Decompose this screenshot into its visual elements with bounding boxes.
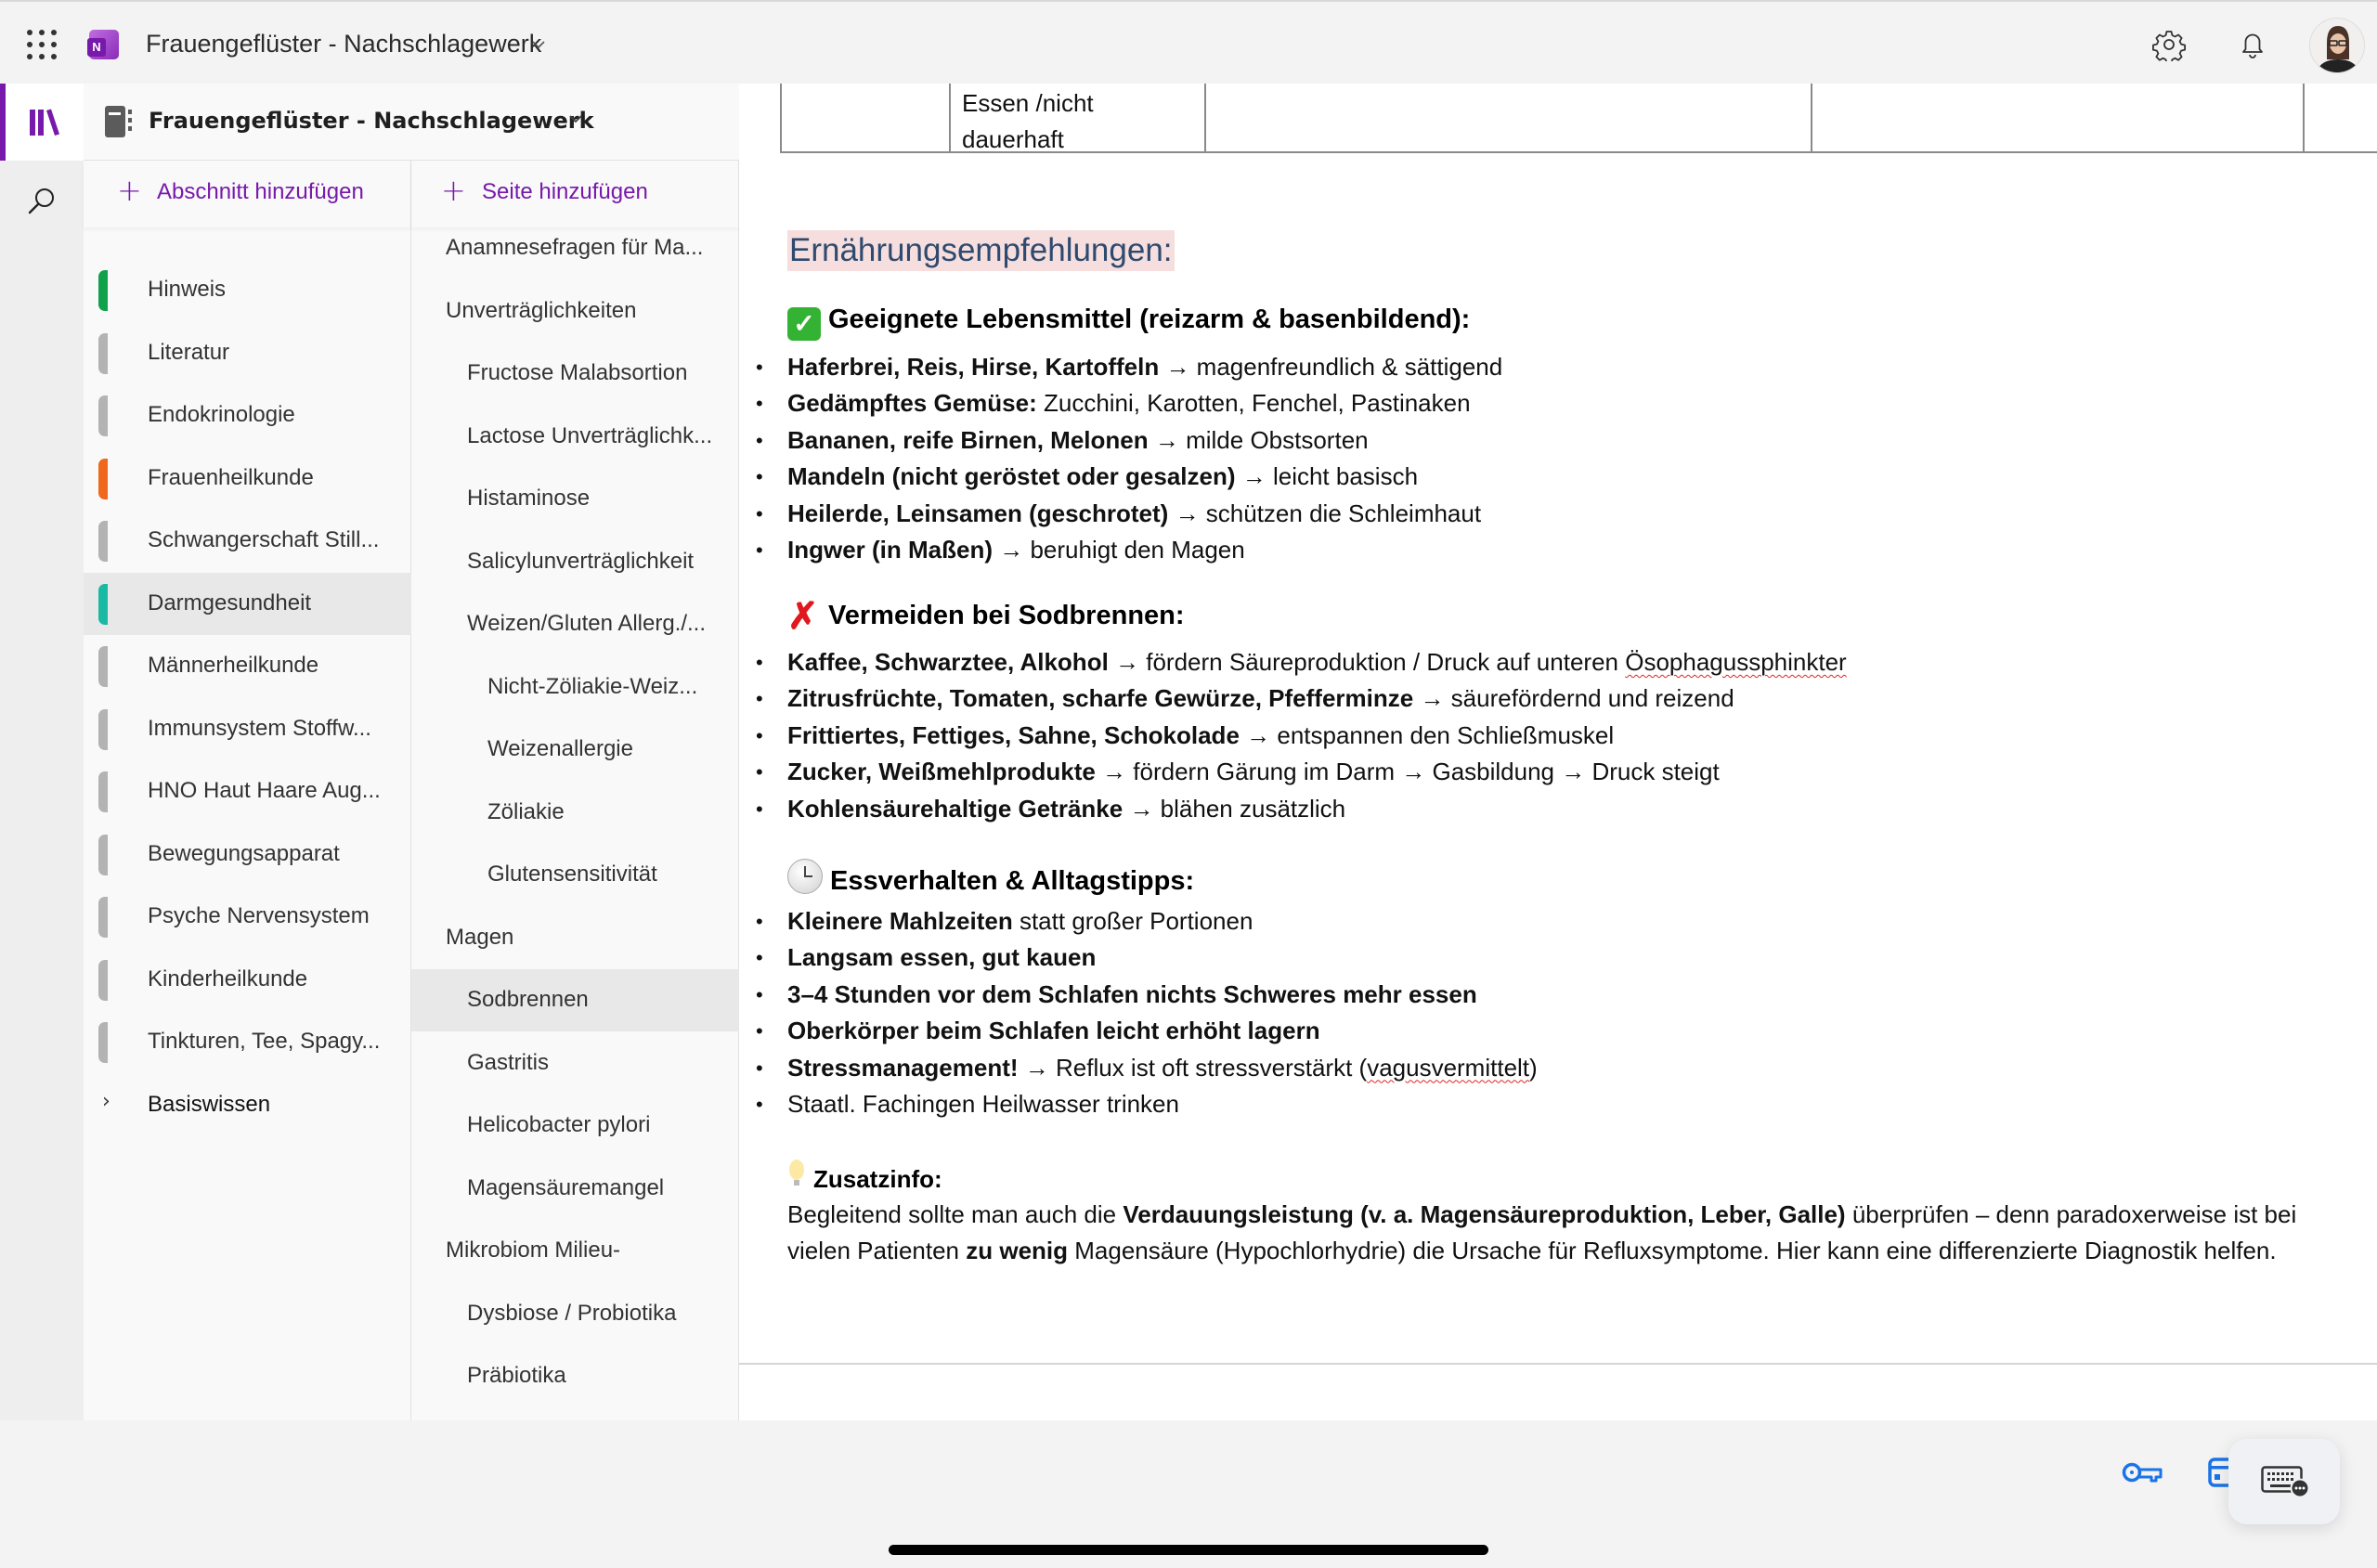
- chevron-down-icon[interactable]: [566, 110, 585, 128]
- active-indicator: [0, 84, 6, 161]
- list-item: [787, 496, 1502, 532]
- text-run: → entspannen den Schließmuskel: [1239, 720, 1615, 749]
- table-cell[interactable]: [962, 85, 1094, 158]
- bold-run: 3–4 Stunden vor dem Schlafen nichts Schweres mehr essen: [787, 979, 1477, 1008]
- page-label: Gastritis: [467, 1049, 550, 1075]
- page-label: Magensäuremangel: [467, 1174, 665, 1200]
- list-item: [787, 459, 1502, 495]
- list-item: [787, 385, 1502, 421]
- check-mark-icon: ✓: [787, 307, 821, 341]
- section-color-tab: [98, 459, 108, 499]
- text-run: statt großer Portionen: [1012, 907, 1253, 935]
- bold-run: Gedämpftes Gemüse:: [787, 389, 1037, 418]
- rail-notebooks-button[interactable]: [0, 84, 84, 161]
- text-run: → blähen zusätzlich: [1123, 794, 1346, 823]
- bold-run: Kleinere Mahlzeiten: [787, 907, 1013, 935]
- sections-list: [84, 161, 411, 1420]
- bold-run: zu wenig: [966, 1237, 1069, 1265]
- page-item[interactable]: [411, 593, 739, 655]
- add-page-label: Seite hinzufügen: [482, 179, 648, 204]
- page-item[interactable]: [411, 782, 739, 844]
- section-label: Darmgesundheit: [148, 590, 312, 616]
- table-divider: [2303, 84, 2305, 153]
- cross-mark-icon: ✗: [787, 596, 819, 637]
- section-color-tab: [98, 771, 108, 812]
- page-item[interactable]: [411, 531, 739, 593]
- page-label: Fructose Malabsortion: [467, 360, 688, 385]
- page-label: Nicht-Zöliakie-Weiz...: [487, 673, 698, 699]
- spellcheck-flagged-word[interactable]: vagusvermittelt: [1367, 1053, 1530, 1082]
- section-color-tab: [98, 646, 108, 687]
- list-item: [787, 940, 1538, 976]
- page-divider: [739, 1363, 2377, 1365]
- section-label: Frauenheilkunde: [148, 464, 314, 490]
- page-label: Histaminose: [467, 486, 591, 511]
- paragraph-line: [787, 1233, 2296, 1269]
- section-item[interactable]: [84, 698, 411, 760]
- page-label: Anamnesefragen für Ma...: [446, 235, 704, 260]
- section-item[interactable]: [84, 949, 411, 1011]
- list-item: [787, 349, 1502, 385]
- page-item[interactable]: [411, 468, 739, 530]
- page-item[interactable]: [411, 719, 739, 781]
- text-run: → fördern Gärung im Darm → Gasbildung → Druck steigt: [1095, 758, 1720, 786]
- notebook-title: Frauengeflüster - Nachschlagewerk: [149, 108, 594, 134]
- section-heading-tips: [787, 859, 1194, 897]
- section-label: Endokrinologie: [148, 402, 295, 427]
- section-color-tab: [98, 835, 108, 875]
- section-title: Vermeiden bei Sodbrennen:: [828, 601, 1185, 630]
- list-item: [787, 1086, 1538, 1122]
- page-label: Zöliakie: [487, 798, 565, 824]
- section-label: Männerheilkunde: [148, 653, 319, 678]
- onenote-icon: N: [89, 30, 119, 59]
- text-run: → magenfreundlich & sättigend: [1159, 353, 1503, 381]
- top-bar: [0, 0, 2377, 84]
- table-divider: [1204, 84, 1206, 153]
- section-label: Literatur: [148, 339, 230, 365]
- bell-icon[interactable]: [2236, 28, 2269, 61]
- page-item[interactable]: [411, 343, 739, 405]
- notebooks-icon: [28, 108, 61, 137]
- page-label: Weizen/Gluten Allerg./...: [467, 611, 707, 636]
- list-item: [787, 791, 1847, 827]
- home-indicator[interactable]: [889, 1545, 1488, 1555]
- list-item: [787, 1013, 1538, 1049]
- section-color-tab: [98, 584, 108, 625]
- page-item[interactable]: [411, 656, 739, 719]
- clock-icon: [787, 859, 823, 894]
- left-rail: [0, 84, 84, 1420]
- page-item[interactable]: [411, 280, 739, 343]
- page-item[interactable]: [411, 907, 739, 969]
- suitable-foods-list: [787, 349, 1502, 568]
- bold-run: Verdauungsleistung (v. a. Magensäureproduktion, Leber, Galle): [1123, 1200, 1846, 1228]
- bold-run: Oberkörper beim Schlafen leicht erhöht lagern: [787, 1017, 1320, 1045]
- section-title: Essverhalten & Alltagstipps:: [830, 866, 1195, 896]
- page-label: Magen: [446, 924, 514, 950]
- section-title: Zusatzinfo:: [813, 1165, 942, 1193]
- page-item[interactable]: [411, 1158, 739, 1220]
- list-item: [787, 1050, 1538, 1086]
- list-item: [787, 422, 1502, 459]
- section-color-tab: [98, 333, 108, 374]
- text-run: → schützen die Schleimhaut: [1168, 499, 1482, 527]
- section-heading-avoid: [787, 596, 1185, 637]
- section-color-tab: [98, 897, 108, 938]
- page-label: Dysbiose / Probiotika: [467, 1300, 677, 1326]
- avatar-image: [2310, 19, 2365, 73]
- notebook-selector[interactable]: [84, 84, 739, 161]
- chevron-right-icon[interactable]: ›: [102, 1089, 110, 1113]
- bold-run: Mandeln (nicht geröstet oder gesalzen): [787, 462, 1236, 491]
- page-label: Helicobacter pylori: [467, 1112, 651, 1137]
- list-item: [787, 718, 1847, 754]
- section-color-tab: [98, 270, 108, 311]
- bold-run: Stressmanagement!: [787, 1053, 1019, 1082]
- text-run: Staatl. Fachingen Heilwasser trinken: [787, 1090, 1179, 1119]
- page-label: Unverträglichkeiten: [446, 297, 637, 323]
- section-color-tab: [98, 709, 108, 750]
- text-run: → Reflux ist oft stressverstärkt (: [1018, 1053, 1368, 1082]
- list-item: [787, 903, 1538, 940]
- page-item[interactable]: [411, 217, 739, 279]
- section-title: Geeignete Lebensmittel (reizarm & basenbildend):: [828, 305, 1471, 334]
- text-run: → beruhigt den Magen: [993, 536, 1245, 564]
- list-item: [787, 532, 1502, 568]
- paragraph-line: [787, 1197, 2296, 1233]
- text-run: → milde Obstsorten: [1148, 425, 1369, 454]
- key-icon[interactable]: [2122, 1460, 2163, 1484]
- section-color-tab: [98, 1022, 108, 1063]
- keyboard-icon: [2261, 1466, 2309, 1497]
- page-item[interactable]: [411, 1220, 739, 1282]
- list-item: [787, 754, 1847, 790]
- section-label: Tinkturen, Tee, Spagy...: [148, 1029, 381, 1054]
- section-item[interactable]: [84, 886, 411, 948]
- page-item[interactable]: [411, 406, 739, 468]
- text-run: überprüfen – denn paradoxerweise ist bei: [1845, 1200, 2297, 1228]
- section-item[interactable]: [84, 322, 411, 384]
- spellcheck-flagged-word[interactable]: Ösophagussphinkter: [1625, 648, 1847, 676]
- table-cell-line: dauerhaft: [962, 125, 1064, 153]
- page-item[interactable]: [411, 1032, 739, 1095]
- extra-info-paragraph: [787, 1197, 2296, 1270]
- section-group-basiswissen[interactable]: [84, 1074, 411, 1136]
- section-label: Kinderheilkunde: [148, 965, 308, 991]
- text-run: Zucchini, Karotten, Fenchel, Pastinaken: [1036, 389, 1471, 418]
- page-content[interactable]: [739, 84, 2377, 1420]
- avatar[interactable]: [2309, 18, 2365, 73]
- section-item[interactable]: [84, 510, 411, 572]
- text-run: ): [1529, 1053, 1538, 1082]
- section-group-label: Basiswissen: [148, 1091, 271, 1117]
- section-item[interactable]: [84, 635, 411, 697]
- list-item: [787, 644, 1847, 680]
- plus-icon: +: [441, 173, 466, 208]
- pages-list: [411, 161, 739, 1420]
- page-label: Weizenallergie: [487, 736, 633, 761]
- tips-list: [787, 903, 1538, 1122]
- add-section-label: Abschnitt hinzufügen: [157, 179, 364, 204]
- section-item[interactable]: [84, 259, 411, 321]
- light-bulb-icon: [787, 1159, 806, 1192]
- bold-run: Kohlensäurehaltige Getränke: [787, 794, 1124, 823]
- page-label: Präbiotika: [467, 1363, 566, 1388]
- app-title[interactable]: Frauengeflüster - Nachschlagewerk: [146, 30, 542, 58]
- page-item[interactable]: [411, 1283, 739, 1345]
- bold-run: Ingwer (in Maßen): [787, 536, 993, 564]
- bold-run: Langsam essen, gut kauen: [787, 943, 1097, 972]
- notebook-icon: [104, 105, 134, 138]
- section-label: Schwangerschaft Still...: [148, 527, 380, 552]
- bold-run: Kaffee, Schwarztee, Alkohol: [787, 648, 1109, 676]
- keyboard-button[interactable]: [2228, 1439, 2340, 1524]
- list-item: [787, 680, 1847, 717]
- note-table: [780, 84, 2377, 153]
- text-run: → fördern Säureproduktion / Druck auf unteren: [1108, 648, 1626, 676]
- section-color-tab: [98, 960, 108, 1001]
- section-label: Bewegungsapparat: [148, 840, 340, 866]
- text-run: → säurefördernd und reizend: [1413, 684, 1734, 713]
- app-launcher-icon[interactable]: [27, 30, 57, 59]
- section-item[interactable]: [84, 823, 411, 886]
- page-heading: Ernährungsempfehlungen:: [787, 230, 1175, 271]
- page-label: Lactose Unverträglichk...: [467, 422, 713, 448]
- page-item[interactable]: [411, 1095, 739, 1157]
- add-section-button[interactable]: [84, 161, 410, 227]
- section-color-tab: [98, 521, 108, 562]
- section-color-tab: [98, 395, 108, 436]
- page-item[interactable]: [411, 969, 739, 1031]
- bold-run: Zitrusfrüchte, Tomaten, scharfe Gewürze, Pfefferminze: [787, 684, 1414, 713]
- section-item[interactable]: [84, 1011, 411, 1073]
- table-divider: [1811, 84, 1812, 153]
- section-item[interactable]: [84, 573, 411, 635]
- page-item[interactable]: [411, 1345, 739, 1407]
- table-divider: [949, 84, 951, 153]
- text-run: Magensäure (Hypochlorhydrie) die Ursache für Refluxsymptome. Hier kann eine differenzierte Diagnostik helfen.: [1068, 1237, 2277, 1265]
- bold-run: Frittiertes, Fettiges, Sahne, Schokolade: [787, 720, 1240, 749]
- list-item: [787, 977, 1538, 1013]
- page-label: Sodbrennen: [467, 987, 589, 1012]
- plus-icon: +: [117, 173, 142, 208]
- avoid-foods-list: [787, 644, 1847, 827]
- section-heading-suitable: [787, 305, 1470, 341]
- page-label: Salicylunverträglichkeit: [467, 548, 695, 574]
- navigation-panel: [84, 84, 739, 1420]
- page-label: Glutensensitivität: [487, 862, 657, 887]
- table-cell-line: Essen /nicht: [962, 89, 1094, 117]
- bold-run: Zucker, Weißmehlprodukte: [787, 758, 1096, 786]
- section-item[interactable]: [84, 384, 411, 447]
- section-label: Immunsystem Stoffw...: [148, 715, 371, 741]
- chevron-down-icon[interactable]: [529, 35, 548, 54]
- section-label: HNO Haut Haare Aug...: [148, 778, 381, 803]
- section-label: Hinweis: [148, 277, 227, 302]
- bold-run: Bananen, reife Birnen, Melonen: [787, 425, 1149, 454]
- text-run: Begleitend sollte man auch die: [787, 1200, 1124, 1228]
- section-heading-extra: [787, 1159, 942, 1194]
- bold-run: Heilerde, Leinsamen (geschrotet): [787, 499, 1169, 527]
- text-run: → leicht basisch: [1235, 462, 1419, 491]
- bottom-bar: [0, 1420, 2377, 1568]
- page-label: Mikrobiom Milieu-: [446, 1238, 621, 1263]
- page-item[interactable]: [411, 844, 739, 906]
- section-item[interactable]: [84, 760, 411, 823]
- text-run: vielen Patienten: [787, 1237, 967, 1265]
- gear-icon[interactable]: [2152, 28, 2186, 61]
- search-icon[interactable]: [26, 186, 58, 217]
- section-item[interactable]: [84, 447, 411, 510]
- bold-run: Haferbrei, Reis, Hirse, Kartoffeln: [787, 353, 1160, 381]
- section-label: Psyche Nervensystem: [148, 903, 370, 928]
